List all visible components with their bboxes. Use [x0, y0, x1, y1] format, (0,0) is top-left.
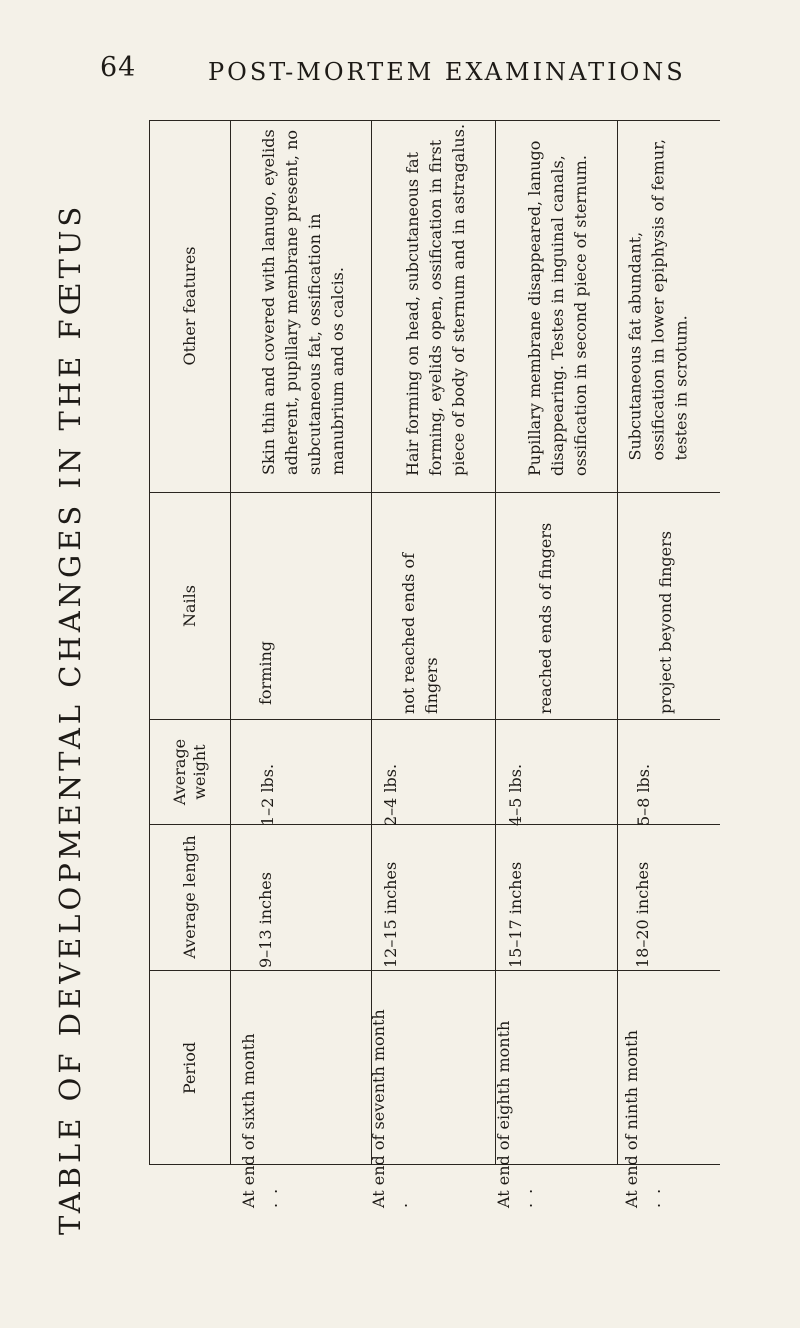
- header-nails: Nails: [180, 585, 199, 627]
- row3-other-features: Pupillary membrane disappeared, lanugo disappearing. Testes in inguinal canals, ossification in second piece of sternum.: [525, 140, 590, 476]
- row4-other-features: Subcutaneous fat abundant, ossification in lower epiphysis of femur, testes in scrotum.: [625, 138, 690, 461]
- row2-period-dots: .: [392, 1200, 411, 1208]
- row4-period-dots: . .: [645, 1186, 664, 1208]
- header-other-features: Other features: [180, 246, 199, 366]
- row3-average-weight: 4–5 lbs.: [505, 763, 525, 826]
- row1-period-dots: . .: [262, 1186, 281, 1208]
- rule-header-row1: [230, 120, 231, 1165]
- row2-period: [369, 928, 411, 1208]
- row2-average-weight: 2–4 lbs.: [380, 763, 400, 826]
- row3-period-label: At end of eighth month: [494, 1020, 513, 1208]
- row1-average-weight: 1–2 lbs.: [257, 763, 277, 826]
- table-title: TABLE OF DEVELOPMENTAL CHANGES IN THE FŒTUS: [53, 202, 87, 1235]
- row4-period-label: At end of ninth month: [622, 1030, 641, 1208]
- rule-row3-row4: [617, 120, 618, 1165]
- row3-period-dots: . .: [517, 1186, 536, 1208]
- row3-average-length: 15–17 inches: [505, 861, 525, 968]
- header-average-weight: Average weight: [170, 738, 209, 806]
- row3-period: [494, 928, 536, 1208]
- row4-period: [622, 928, 664, 1208]
- row4-average-weight: 5–8 lbs.: [633, 763, 653, 826]
- row1-other-features: Skin thin and covered with lanugo, eyelids adherent, pupillary membrane present, no subcutaneous fat, ossification in manubrium and os calcis.: [258, 129, 347, 475]
- row1-period-label: At end of sixth month: [239, 1033, 258, 1208]
- row4-nails: project beyond fingers: [655, 531, 675, 714]
- row2-nails: not reached ends of fingers: [399, 552, 441, 714]
- header-period: Period: [180, 1041, 199, 1095]
- row2-period-label: At end of seventh month: [369, 1009, 388, 1208]
- row2-average-length: 12–15 inches: [380, 861, 400, 968]
- rule-row2-row3: [495, 120, 496, 1165]
- row1-nails: forming: [255, 640, 275, 705]
- row4-average-length: 18–20 inches: [632, 861, 652, 968]
- rule-other-nails: [149, 492, 720, 493]
- page-number: 64: [100, 52, 137, 83]
- running-head: POST-MORTEM EXAMINATIONS: [208, 58, 686, 86]
- row1-period: [239, 928, 281, 1208]
- header-average-length: Average length: [180, 835, 199, 959]
- row1-average-length: 9–13 inches: [255, 872, 275, 968]
- row2-other-features: Hair forming on head, subcutaneous fat forming, eyelids open, ossification in first piece of body of sternum and in astragalus.: [403, 123, 468, 476]
- row3-nails: reached ends of fingers: [535, 522, 555, 714]
